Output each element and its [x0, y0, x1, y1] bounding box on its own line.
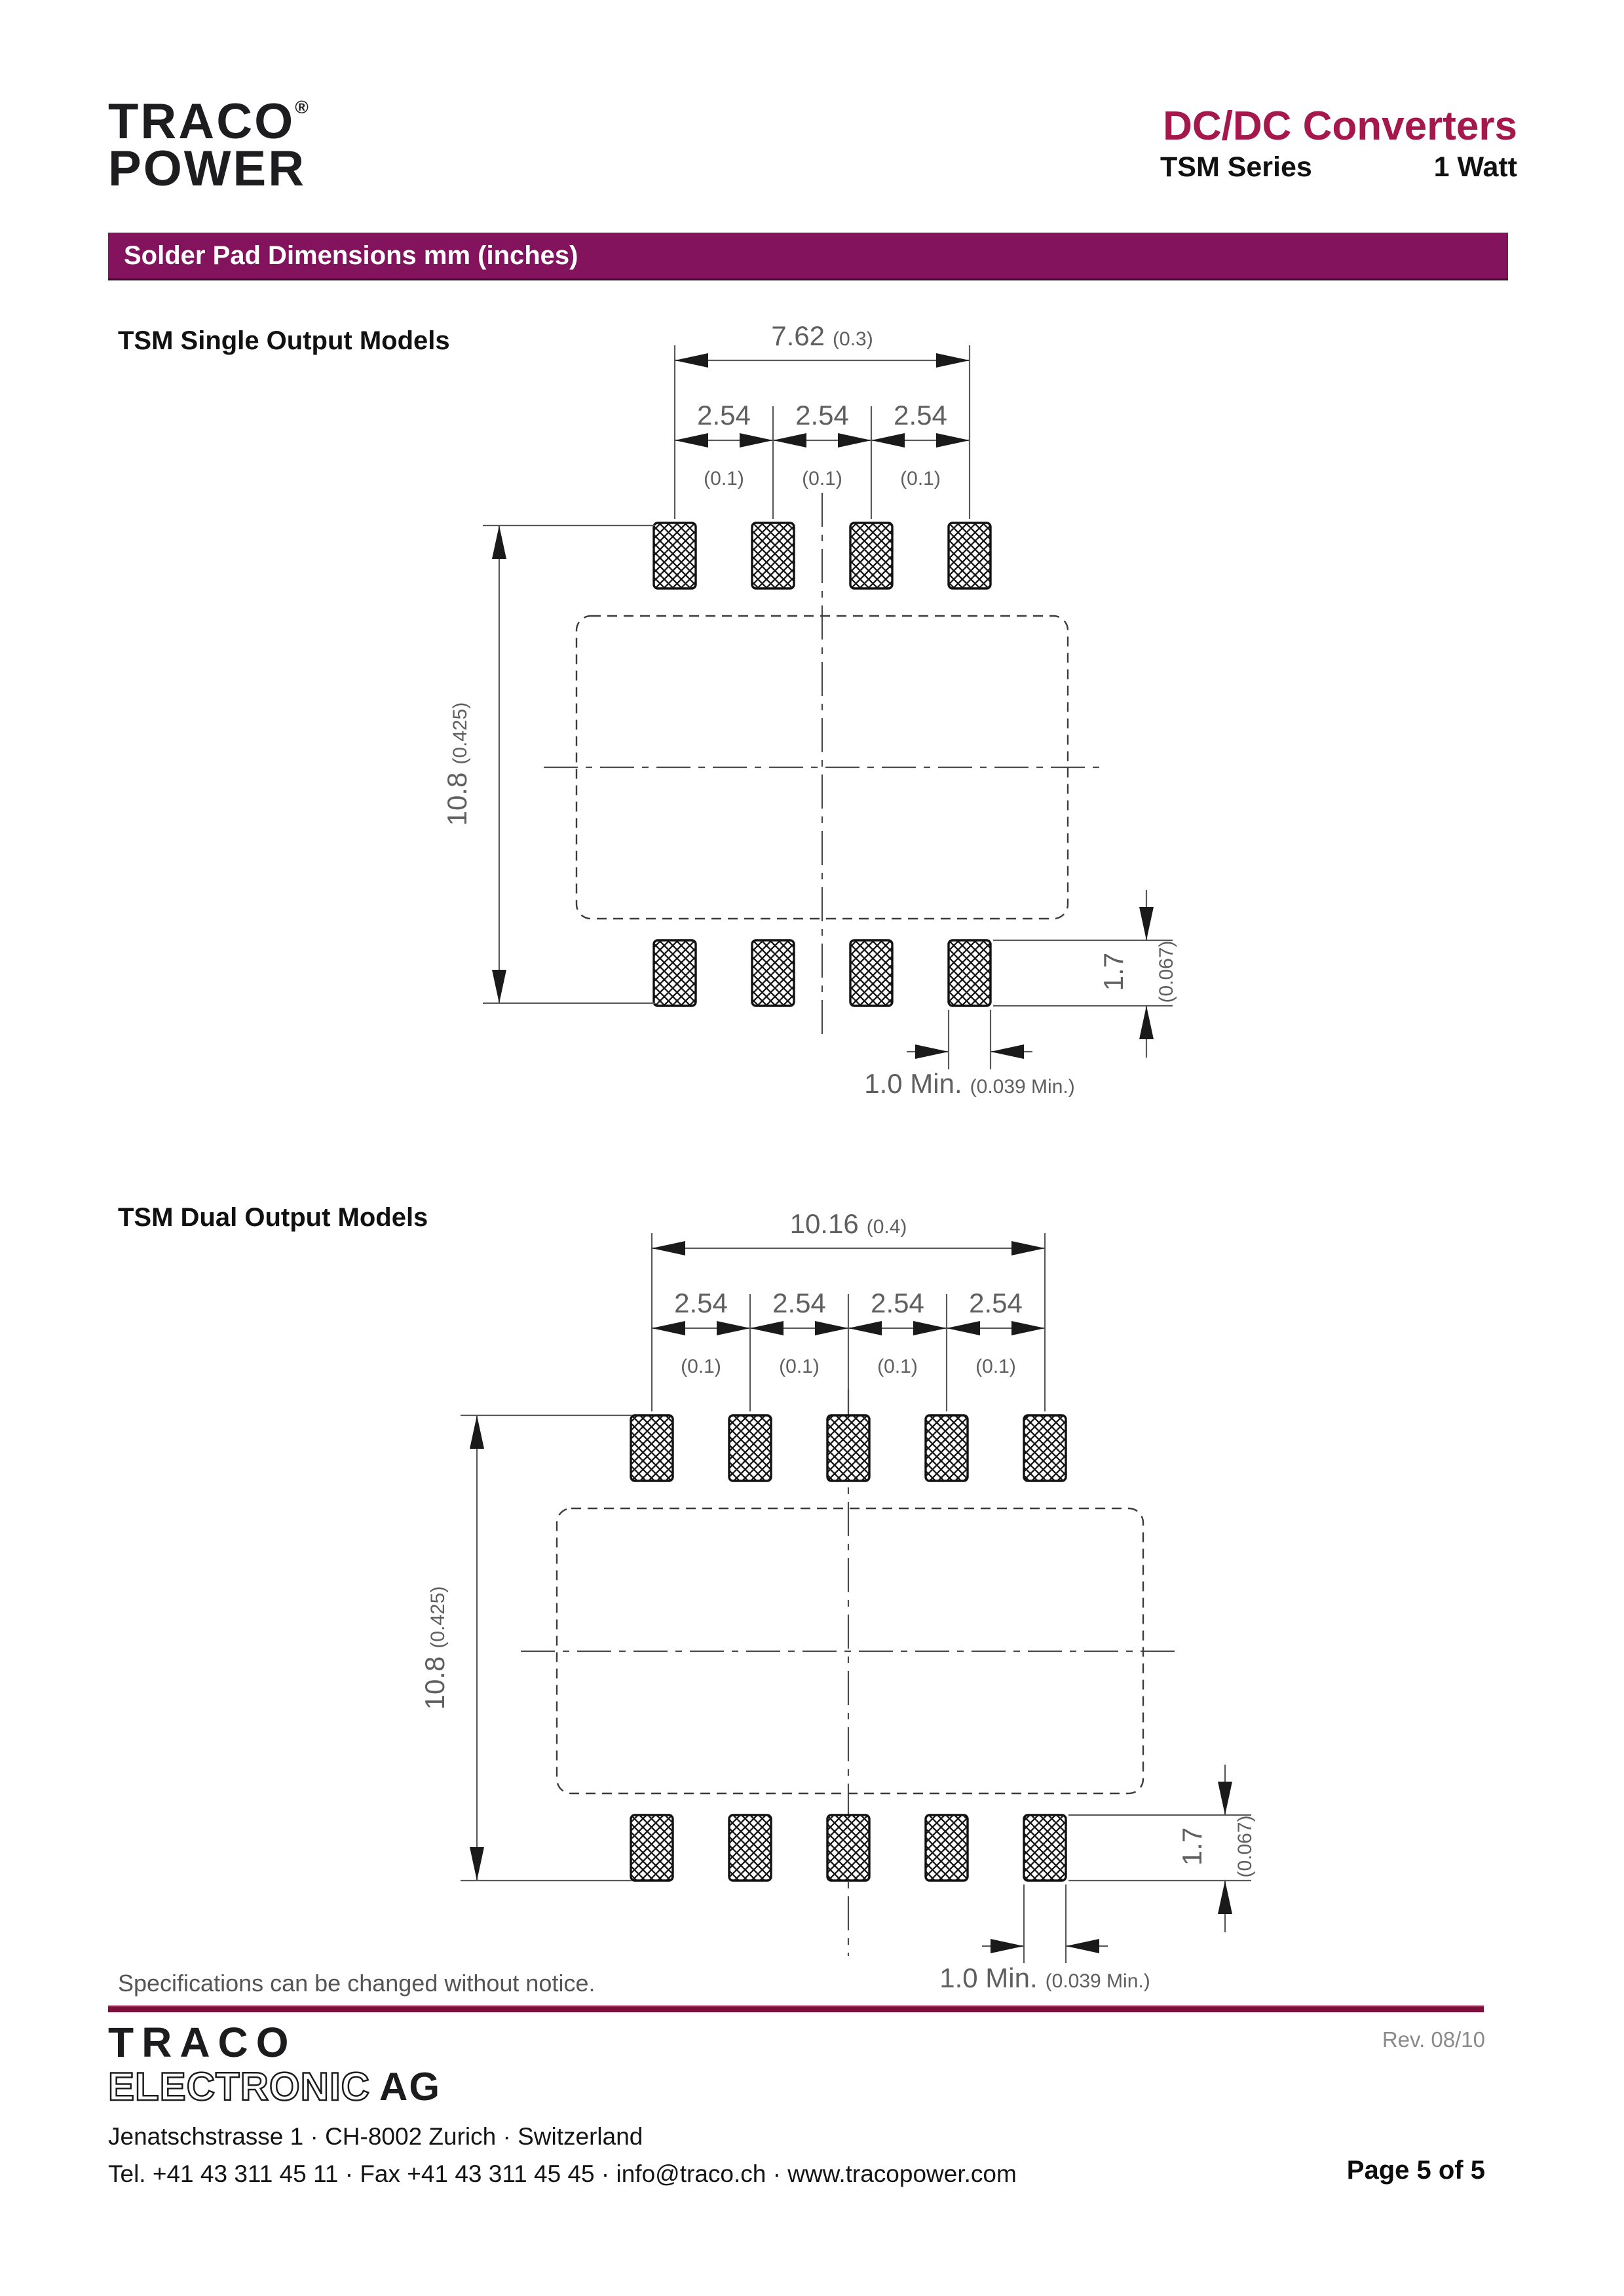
dual-output-diagram: [393, 1206, 1310, 2005]
dim-pad-height: [993, 890, 1173, 1058]
dim-overall-width-label: 10.16 (0.4): [789, 1208, 907, 1239]
dim-pad-height-label-in: (0.067): [1234, 1815, 1256, 1878]
section-title: Solder Pad Dimensions mm (inches): [124, 240, 578, 270]
pitch-label-in: (0.1): [975, 1356, 1016, 1377]
pitch-label-in: (0.1): [900, 468, 941, 489]
dual-output-title: TSM Dual Output Models: [118, 1203, 428, 1232]
solder-pad: [729, 1815, 771, 1881]
pitch-label: 2.54: [697, 400, 751, 430]
series-label: TSM Series: [1160, 151, 1312, 183]
watt-label: 1 Watt: [1433, 151, 1517, 183]
solder-pad: [949, 523, 991, 588]
dim-overall-width-label: 7.62 (0.3): [771, 320, 873, 351]
section-banner: [108, 233, 1508, 280]
pitch-label: 2.54: [674, 1288, 728, 1318]
dim-pad-width-label: 1.0 Min. (0.039 Min.): [864, 1068, 1075, 1099]
single-output-diagram: [419, 301, 1245, 1114]
pitch-label: 2.54: [894, 400, 947, 430]
solder-pad: [850, 940, 892, 1006]
solder-pad: [926, 1415, 968, 1481]
solder-pad: [654, 940, 696, 1006]
notice-text: Specifications can be changed without notice.: [118, 1970, 595, 1997]
solder-pad: [949, 940, 991, 1006]
solder-pad: [729, 1415, 771, 1481]
solder-pad: [1024, 1415, 1066, 1481]
pitch-label-in: (0.1): [877, 1356, 918, 1377]
solder-pad: [752, 523, 794, 588]
solder-pad: [850, 523, 892, 588]
pad-row-top: [631, 1415, 1066, 1481]
footer-logo-electronic: ELECTRONIC: [108, 2065, 370, 2109]
pitch-label-in: (0.1): [681, 1356, 721, 1377]
footer-logo-electronic-ag: [108, 2064, 441, 2109]
dim-pad-height-label: 1.7: [1177, 1827, 1207, 1866]
pad-row-bottom: [631, 1815, 1066, 1881]
dim-height: [461, 1415, 632, 1881]
solder-pad: [752, 940, 794, 1006]
doc-subtitle-row: [1160, 151, 1517, 183]
pitch-label: 2.54: [795, 400, 849, 430]
solder-pad: [654, 523, 696, 588]
traco-power-logo: [108, 94, 309, 197]
footer-logo-ag: AG: [379, 2065, 441, 2109]
logo-word-power: POWER: [108, 141, 307, 197]
pitch-label-in: (0.1): [704, 468, 744, 489]
dim-pad-width: [907, 1010, 1032, 1069]
registered-mark: ®: [295, 97, 309, 117]
single-output-title: TSM Single Output Models: [118, 326, 450, 355]
contact-line: Tel. +41 43 311 45 11 · Fax +41 43 311 45 45 · info@traco.ch · www.tracopower.com: [108, 2160, 1017, 2187]
footer-logo-traco: TRACO: [108, 2019, 297, 2066]
solder-pad: [631, 1815, 673, 1881]
solder-pad: [926, 1815, 968, 1881]
footer-rule: [108, 2005, 1484, 2012]
dim-pad-height-label-in: (0.067): [1156, 940, 1177, 1003]
header-right: [1160, 105, 1517, 183]
dim-pad-height-label: 1.7: [1098, 952, 1129, 991]
dim-pad-height: [1068, 1765, 1251, 1932]
dim-height-label: 10.8(0.425): [442, 702, 472, 826]
pitch-label-in: (0.1): [802, 468, 842, 489]
pitch-label: 2.54: [871, 1288, 924, 1318]
pitch-label: 2.54: [969, 1288, 1023, 1318]
pitch-label-in: (0.1): [779, 1356, 820, 1377]
address-line: Jenatschstrasse 1 · CH-8002 Zurich · Switzerland: [108, 2123, 643, 2150]
pitch-label: 2.54: [772, 1288, 826, 1318]
solder-pad: [827, 1815, 869, 1881]
dim-pad-width-label: 1.0 Min. (0.039 Min.): [939, 1962, 1150, 1993]
dim-pad-width: [982, 1885, 1108, 1963]
logo-word-traco: TRACO: [108, 94, 295, 149]
solder-pad: [827, 1415, 869, 1481]
dim-height-label: 10.8(0.425): [419, 1586, 450, 1710]
dim-height: [483, 526, 655, 1003]
solder-pad: [1024, 1815, 1066, 1881]
solder-pad: [631, 1415, 673, 1481]
page-number: Page 5 of 5: [1346, 2156, 1485, 2185]
revision-label: Rev. 08/10: [1382, 2027, 1485, 2052]
doc-title: DC/DC Converters: [1163, 104, 1517, 149]
